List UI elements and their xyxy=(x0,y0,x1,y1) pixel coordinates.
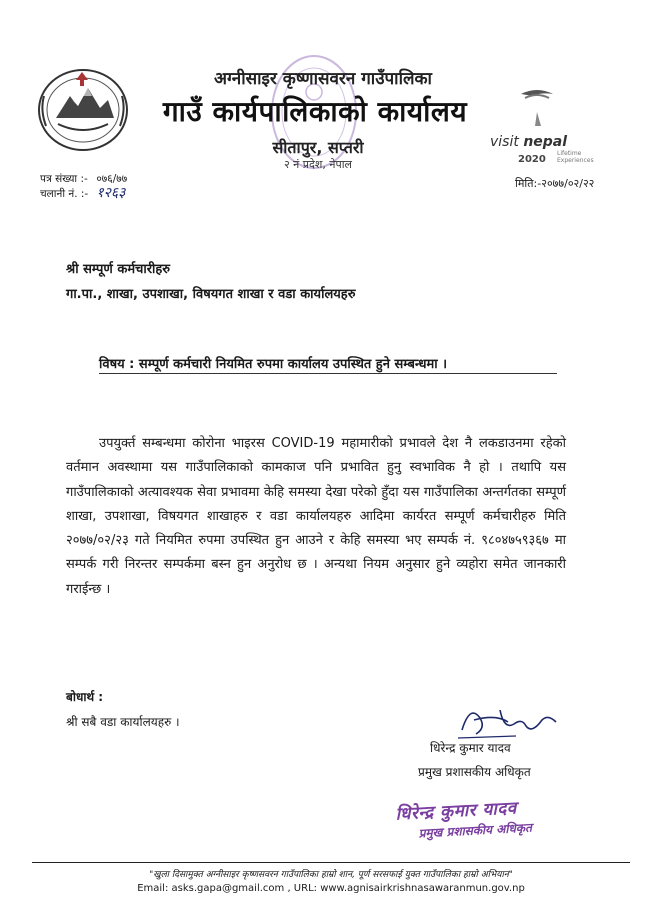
signatory-name-stamp xyxy=(389,790,581,850)
recipient-line-2: गा.पा., शाखा, उपशाखा, विषयगत शाखा र वडा कार्यालयहरु xyxy=(66,287,356,302)
date-value: २०७७/०२/२२ xyxy=(541,177,595,190)
cc-item: श्री सबै वडा कार्यालयहरु । xyxy=(66,715,180,729)
date-label: मिति:- xyxy=(515,177,542,190)
stamp-title: प्रमुख प्रशासकीय अधिकृत xyxy=(418,820,533,841)
letter-subject: विषय : सम्पूर्ण कर्मचारी नियमित रुपमा कार्यालय उपस्थित हुने सम्बन्धमा । xyxy=(99,357,448,372)
office-title: गाउँ कार्यपालिकाको कार्यालय xyxy=(162,95,468,128)
province-text: २ नं प्रदेश, नेपाल xyxy=(283,158,353,171)
fiscal-value: ०७६/७७ xyxy=(96,173,128,185)
footer-contact: Email: asks.gapa@gmail.com , URL: www.agnisairkrishnasawaranmun.gov.np xyxy=(137,883,525,894)
footer-divider xyxy=(32,862,630,863)
visit-nepal-text: visit nepal xyxy=(490,134,568,150)
signatory-name: धिरेन्द्र कुमार यादव xyxy=(430,741,511,755)
municipality-name: अग्नीसाइर कृष्णासवरन गाउँपालिका xyxy=(214,69,432,89)
footer-slogan: "खुला दिसामुक्त अग्नीसाइर कृष्णसवरन गाउँपालिका हाम्रो शान, पूर्ण सरसफाई युक्त गाउँपालिका हाम्रो अभियान" xyxy=(149,870,513,880)
letter-date xyxy=(515,176,594,191)
letter-body: उपयुर्क्त सम्बन्धमा कोरोना भाइरस COVID-19 महामारीको प्रभावले देश नै लकडाउनमा रहेको वर्तमान अवस्थामा यस गाउँपालिकाको कामकाज पनि प्रभावित हुनु स्वभाविक नै हो । तथापि यस गाउँपालिकाको अत्यावश्यक सेवा प्रभावमा केहि समस्या देखा परेको हुँदा यस गाउँपालिका अन्तर्गतका सम्पूर्ण शाखा, उपशाखा, विषयगत शाखाहरु र वडा कार्यालयहरु आदिमा कार्यरत सम्पूर्ण कर्मचारीहरु मिति २०७७/०२/२३ गते नियमित रुपमा उपस्थित हुन आउने र केहि समस्या भए सम्पर्क नं. ९८०४७५९३६७ मा सम्पर्क गरी निरन्तर सम्पर्कमा बस्न हुन अनुरोध छ । अन्यथा नियम अनुसार हुने व्यहोरा समेत जानकारी गराईन्छ । xyxy=(66,436,566,597)
reference-block xyxy=(40,172,127,201)
stamp-name: धिरेन्द्र कुमार यादव xyxy=(395,798,518,825)
recipient-line-1: श्री सम्पूर्ण कर्मचारीहरु xyxy=(66,262,171,277)
dispatch-label: चलानी नं. :- xyxy=(40,188,89,200)
subject-underline xyxy=(99,373,557,374)
handwritten-signature xyxy=(456,700,566,742)
nepal-emblem-logo xyxy=(36,66,130,152)
visit-nepal-tagline: Lifetime Experiences xyxy=(557,150,594,164)
fiscal-label: पत्र संख्या :- xyxy=(40,173,88,185)
fiscal-year-row xyxy=(40,172,127,186)
visit-nepal-year: 2020 xyxy=(518,154,546,165)
dispatch-number: १२६३ xyxy=(96,185,126,201)
dispatch-row xyxy=(40,186,127,201)
office-location: सीतापुर, सप्तरी xyxy=(272,138,364,157)
signatory-title: प्रमुख प्रशासकीय अधिकृत xyxy=(418,765,531,779)
cc-heading: बोधार्थ : xyxy=(66,690,104,704)
